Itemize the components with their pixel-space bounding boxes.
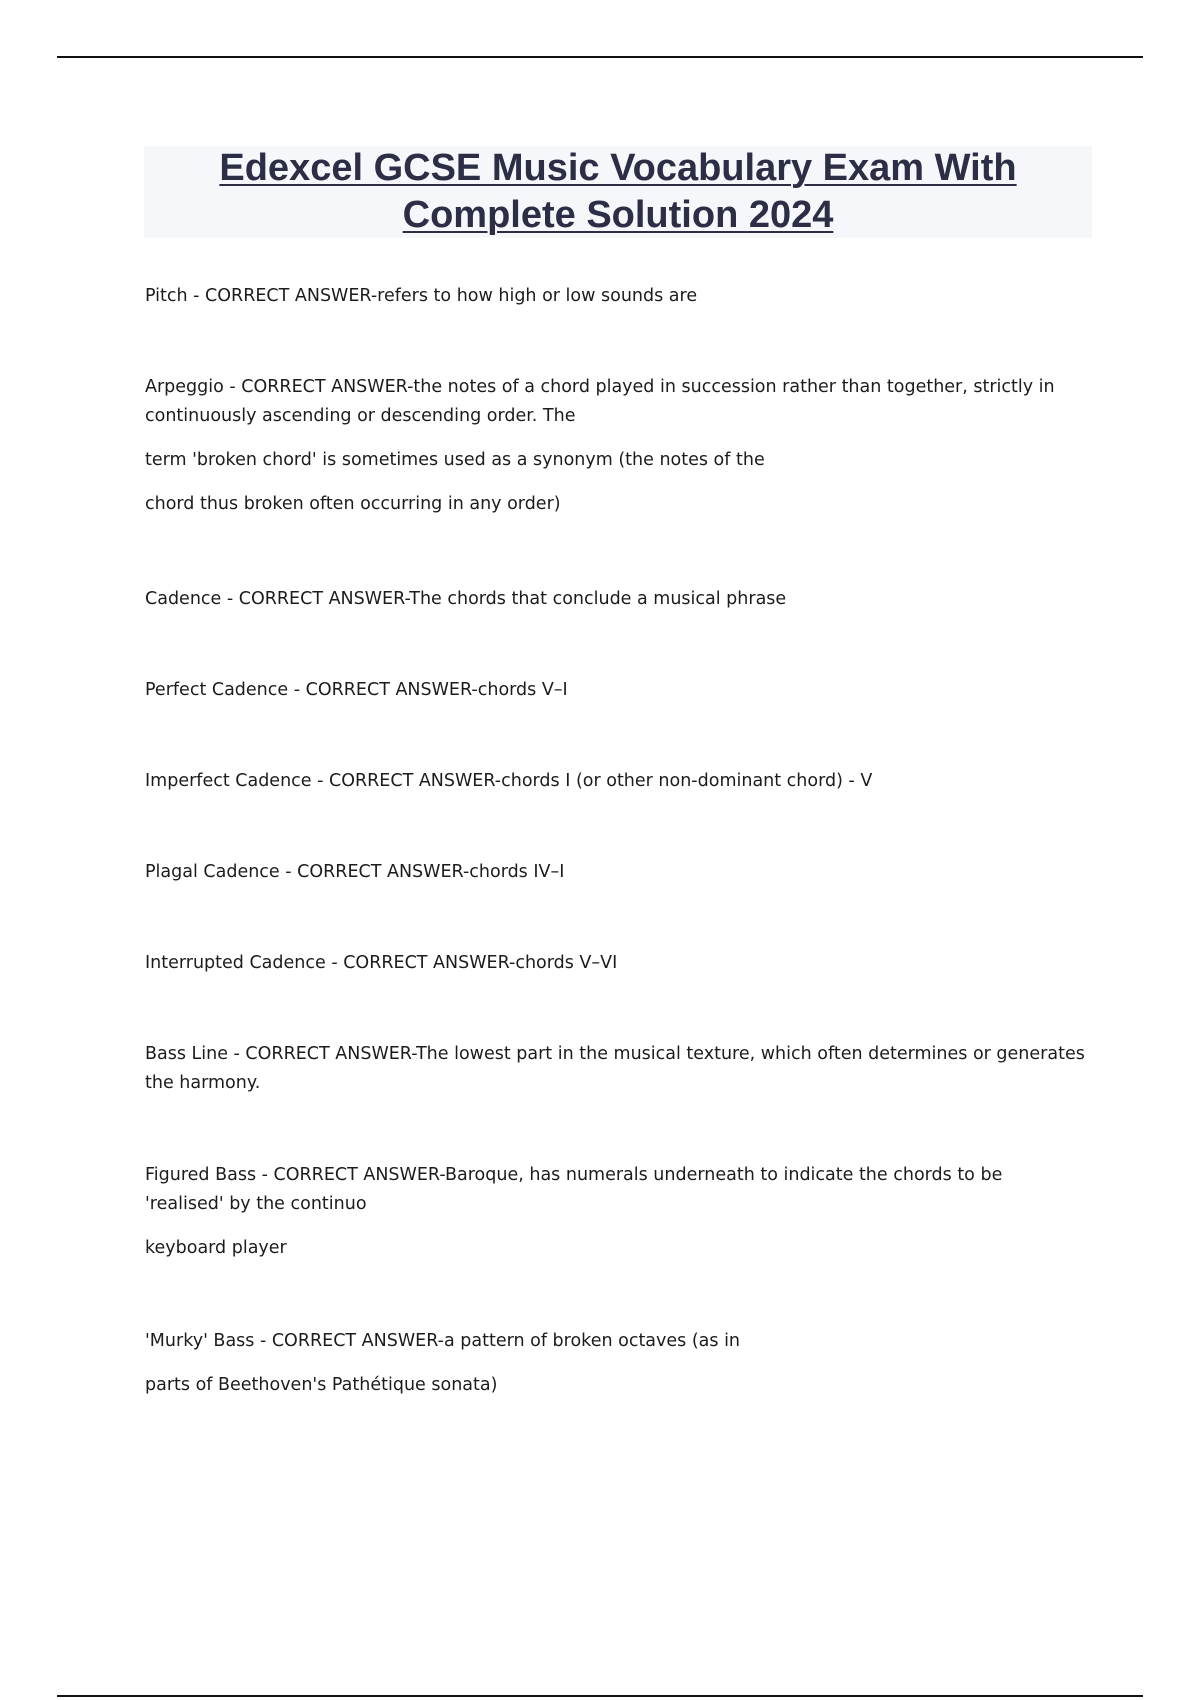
glossary-entry-figured-bass — [145, 1161, 1085, 1263]
entry-text: Cadence - CORRECT ANSWER-The chords that conclude a musical phrase — [145, 589, 787, 609]
entry-text: Bass Line - CORRECT ANSWER-The lowest part in the musical texture, which often determines or generates the harmony. — [145, 1044, 1085, 1093]
entry-text-continued: chord thus broken often occurring in any order) — [145, 494, 561, 514]
glossary-entry-plagal-cadence — [145, 858, 1085, 887]
glossary-entry-murky-bass — [145, 1327, 1085, 1400]
entry-text: Perfect Cadence - CORRECT ANSWER-chords V–I — [145, 680, 568, 700]
glossary-entry-arpeggio — [145, 373, 1085, 519]
entry-text-continued: term 'broken chord' is sometimes used as a synonym (the notes of the — [145, 450, 765, 470]
document-title-line-1: Edexcel GCSE Music Vocabulary Exam With — [219, 147, 1017, 189]
footer-rule — [57, 1695, 1143, 1697]
glossary-entry-cadence — [145, 585, 1085, 614]
header-rule — [57, 56, 1143, 58]
glossary-entry-interrupted-cadence — [145, 949, 1085, 978]
entry-text: Arpeggio - CORRECT ANSWER-the notes of a chord played in succession rather than together, strictly in continuously ascending or descending order. The — [145, 377, 1055, 426]
entry-text: Pitch - CORRECT ANSWER-refers to how high or low sounds are — [145, 286, 698, 306]
document-title-line-2: Complete Solution 2024 — [402, 194, 834, 236]
glossary-entry-pitch — [145, 282, 1085, 311]
entry-text: 'Murky' Bass - CORRECT ANSWER-a pattern of broken octaves (as in — [145, 1331, 741, 1351]
glossary-entry-imperfect-cadence — [145, 767, 1085, 796]
entry-text-continued: keyboard player — [145, 1238, 287, 1258]
document-title-banner — [144, 146, 1092, 238]
glossary-entry-perfect-cadence — [145, 676, 1085, 705]
entry-text: Interrupted Cadence - CORRECT ANSWER-chords V–VI — [145, 953, 618, 973]
entry-text: Imperfect Cadence - CORRECT ANSWER-chords I (or other non-dominant chord) - V — [145, 771, 873, 791]
entry-text-continued: parts of Beethoven's Pathétique sonata) — [145, 1375, 498, 1395]
glossary-entry-bass-line — [145, 1040, 1085, 1098]
entry-text: Plagal Cadence - CORRECT ANSWER-chords IV–I — [145, 862, 565, 882]
entry-text: Figured Bass - CORRECT ANSWER-Baroque, has numerals underneath to indicate the chords to be 'realised' by the continuo — [145, 1165, 1003, 1214]
